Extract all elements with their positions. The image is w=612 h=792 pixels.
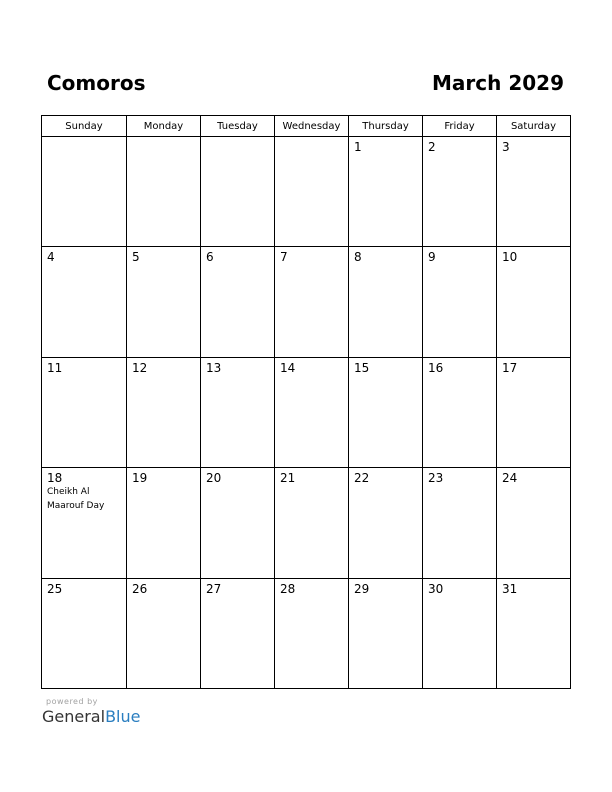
day-number: 20 [206,471,222,486]
day-cell [127,247,201,357]
day-cell [275,468,349,578]
month-year-title: March 2029 [432,71,564,95]
day-number: 26 [132,581,148,596]
day-number: 15 [354,360,370,375]
day-cell [349,357,423,467]
day-cell [349,468,423,578]
day-number: 6 [206,250,214,265]
weekday-tuesday: Tuesday [201,116,275,137]
day-cell [349,137,423,247]
day-number: 13 [206,360,222,375]
day-number: 10 [502,250,518,265]
day-number: 8 [354,250,362,265]
day-cell [42,578,127,688]
week-row [42,357,571,467]
day-cell [201,578,275,688]
day-number: 4 [47,250,55,265]
day-number: 9 [428,250,436,265]
day-number: 22 [354,471,370,486]
week-row [42,578,571,688]
day-cell [201,468,275,578]
day-cell [42,247,127,357]
day-cell [423,137,497,247]
day-number: 3 [502,140,510,154]
calendar-grid [41,115,571,689]
day-number: 5 [132,250,140,265]
day-number: 24 [502,471,518,486]
day-cell [497,468,571,578]
weekday-wednesday: Wednesday [275,116,349,137]
day-number: 31 [502,581,518,596]
day-cell [201,357,275,467]
logo-blue-text: Blue [105,707,141,726]
day-number [127,137,200,140]
day-number: 28 [280,581,296,596]
generalblue-logo[interactable] [42,707,140,726]
day-number: 16 [428,360,444,375]
weekday-thursday: Thursday [349,116,423,137]
day-cell [349,578,423,688]
day-cell [201,247,275,357]
day-cell [127,468,201,578]
day-cell [497,137,571,247]
day-number [201,137,274,140]
country-title: Comoros [47,71,146,95]
week-row [42,468,571,578]
day-number: 29 [354,581,370,596]
day-number: 11 [47,360,63,375]
day-cell [349,247,423,357]
day-number: 12 [132,360,148,375]
day-cell [127,137,201,247]
day-number: 27 [206,581,222,596]
day-cell-holiday [42,468,127,578]
day-cell [275,247,349,357]
day-number: 21 [280,471,296,486]
week-row [42,247,571,357]
day-number [275,137,348,140]
day-cell [201,137,275,247]
weekday-header-row [42,116,571,137]
day-number: 14 [280,360,296,375]
day-number: 1 [354,140,362,154]
day-number: 19 [132,471,148,486]
day-number: 2 [428,140,436,154]
logo-general-text: General [42,707,106,726]
day-number: 18 [47,471,63,486]
day-number: 30 [428,581,444,596]
day-cell [423,357,497,467]
day-number: 23 [428,471,444,486]
day-cell [423,468,497,578]
day-cell [275,578,349,688]
week-row [42,137,571,247]
day-cell [497,247,571,357]
day-number: 17 [502,360,518,375]
holiday-label: Cheikh Al Maarouf Day [47,487,105,512]
day-number: 25 [47,581,63,596]
day-cell [42,137,127,247]
weekday-sunday: Sunday [42,116,127,137]
powered-by-text: powered by [46,697,98,706]
day-cell [423,247,497,357]
day-cell [127,357,201,467]
weekday-friday: Friday [423,116,497,137]
day-cell [497,357,571,467]
day-cell [42,357,127,467]
day-cell [275,357,349,467]
weekday-saturday: Saturday [497,116,571,137]
day-cell [497,578,571,688]
day-cell [423,578,497,688]
weekday-monday: Monday [127,116,201,137]
day-number [42,137,126,140]
day-cell [127,578,201,688]
day-number: 7 [280,250,288,265]
day-cell [275,137,349,247]
